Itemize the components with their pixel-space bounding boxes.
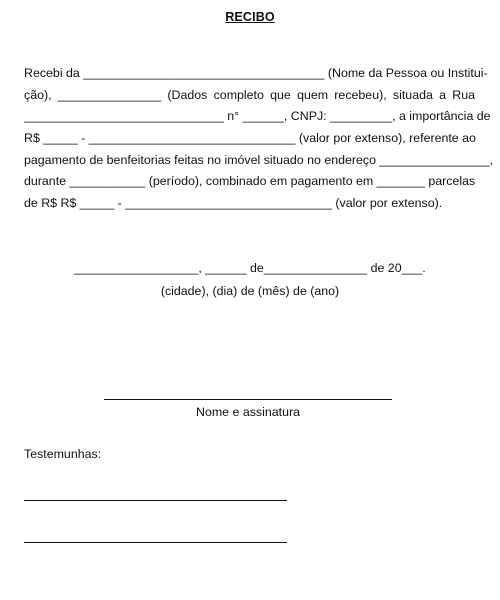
document-title: RECIBO <box>225 10 275 24</box>
witness-signature-line-1 <box>24 500 287 501</box>
body-line-2: ção), _______________ (Dados completo que quem recebeu), situada a Rua <box>24 87 475 102</box>
body-line-1: Recebi da ___________________________________ (Nome da Pessoa ou Institui- <box>24 66 488 80</box>
signature-caption: Nome e assinatura <box>196 405 300 419</box>
receipt-body <box>24 63 494 215</box>
date-caption: (cidade), (dia) de (mês) de (ano) <box>160 284 340 298</box>
body-line-3: _____________________________ n° ______, CNPJ: _________, a importância de <box>24 109 491 124</box>
signature-line <box>104 399 392 400</box>
witness-signature-line-2 <box>24 542 287 543</box>
date-line: __________________, ______ de_______________ de 20___. <box>74 261 426 275</box>
body-line-6: durante ___________ (período), combinado em pagamento em _______ parcelas <box>24 174 476 189</box>
body-line-4: R$ _____ - ______________________________ (valor por extenso), referente ao <box>24 131 476 146</box>
witnesses-label: Testemunhas: <box>24 447 102 461</box>
body-line-5: pagamento de benfeitorias feitas no imóvel situado no endereço ________________, <box>24 152 494 167</box>
body-line-7: de R$ R$ _____ - ______________________________ (valor por extenso). <box>24 196 443 211</box>
